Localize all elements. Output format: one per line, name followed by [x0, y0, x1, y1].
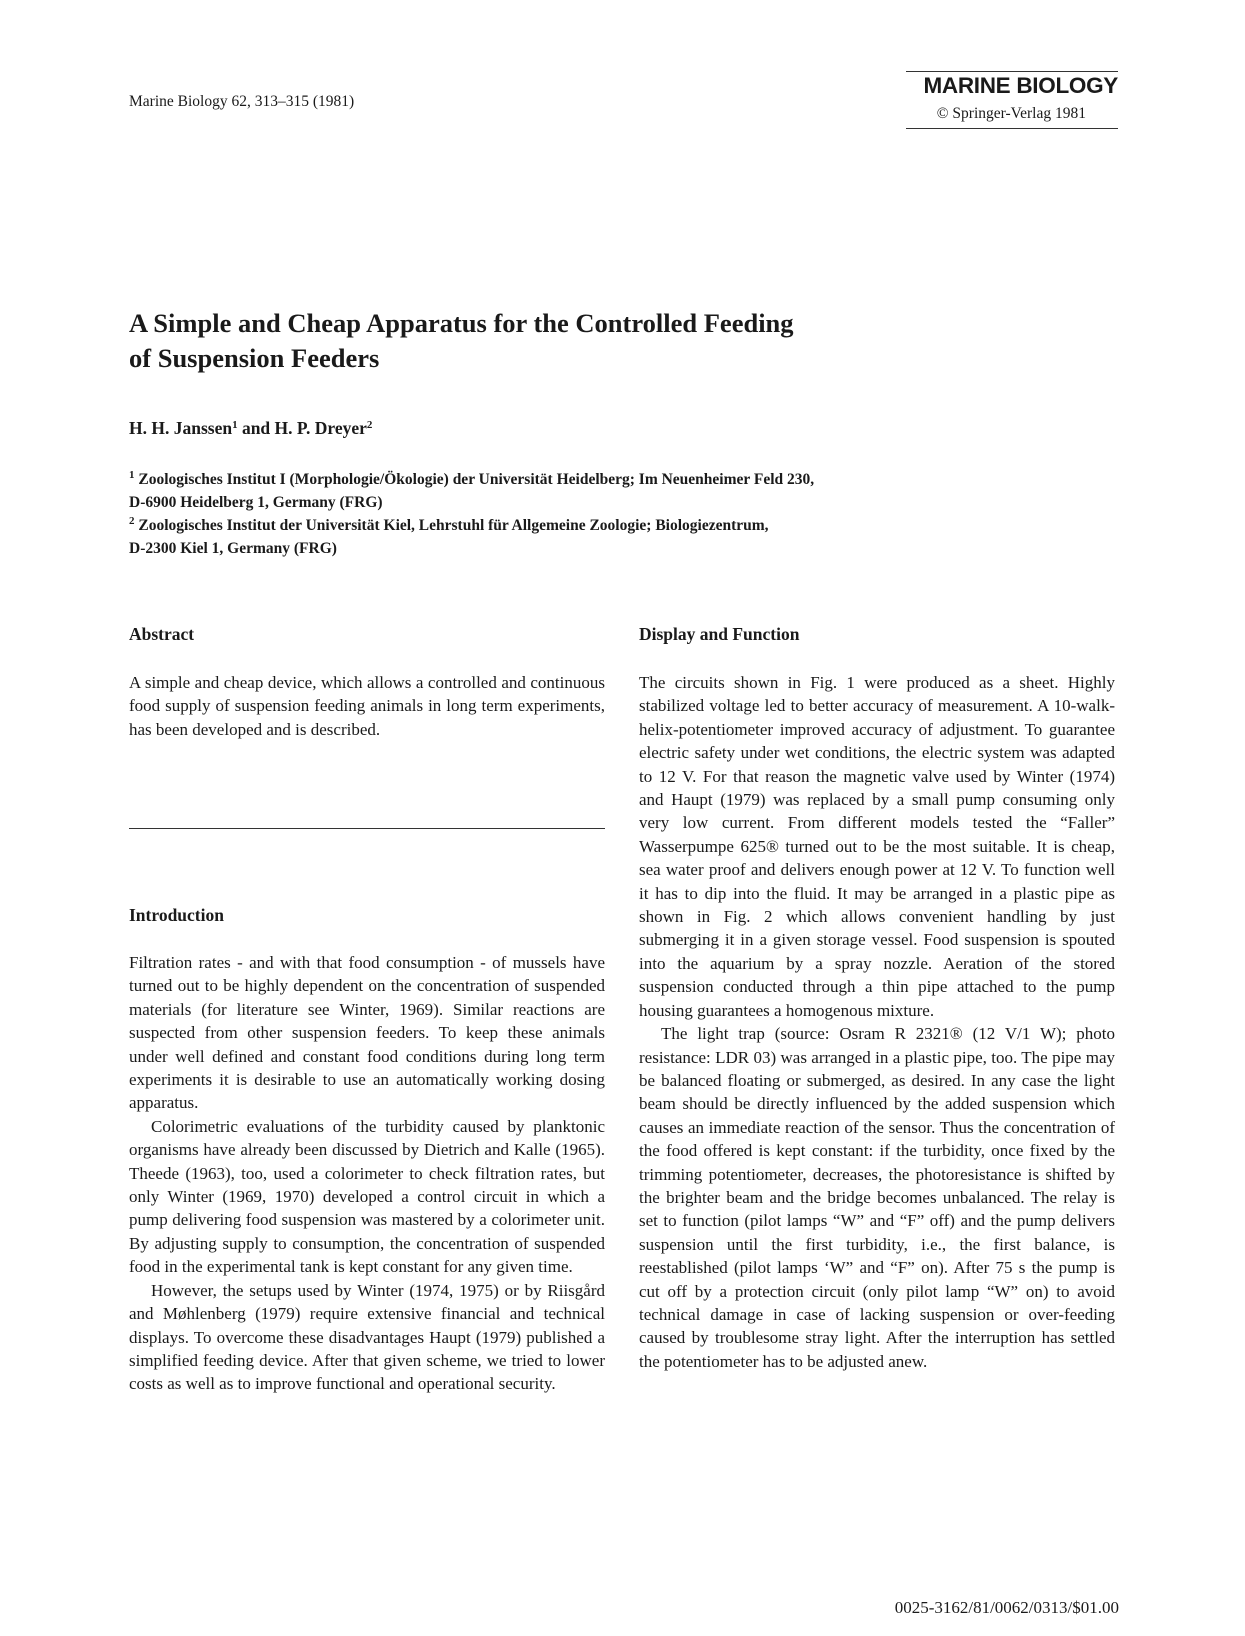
display-paragraph-2: The light trap (source: Osram R 2321® (12 V/1 W); photo resistance: LDR 03) was arranged in a plastic pipe, too. The pipe may be balanced floating or submerged, as desired. In any case the light beam should be directly influenced by the added suspension which causes an immediate reaction of the sensor. Thus the concentration of the food offered is kept constant: if the turbidity, once fixed by the trimming potentiometer, decreases, the photoresistance is shifted by the brighter beam and the bridge becomes unbalanced. The relay is set to function (pilot lamps “W” and “F” off) and the pump delivers suspension until the first turbidity, i.e., the first balance, is reestablished (pilot lamps ‘W” and “F” on). After 75 s the pump is cut off by a protection circuit (only pilot lamp “W” on) to avoid technical damage in case of lacking suspension or over-feeding caused by troublesome stray light. After the interruption has settled the potentiometer has to be adjusted anew. [639, 1024, 1115, 1371]
introduction-heading: Introduction [129, 905, 224, 925]
abstract-heading: Abstract [129, 624, 195, 644]
affiliation-2 [129, 510, 1029, 560]
abstract-text [129, 671, 605, 741]
affiliation-1-mark: 1 [129, 469, 135, 481]
display-function-body [639, 671, 1115, 1373]
brand-top-rule [906, 71, 1118, 72]
brand-bottom-rule [906, 128, 1118, 129]
journal-reference: Marine Biology 62, 313–315 (1981) [129, 93, 355, 110]
title-line-1: A Simple and Cheap Apparatus for the Controlled Feeding [129, 308, 794, 338]
copyright-notice: © Springer-Verlag 1981 [936, 105, 1086, 122]
affiliation-2-line-2: D-2300 Kiel 1, Germany (FRG) [129, 540, 337, 557]
affiliation-2-line-1: Zoologisches Institut der Universität Kiel, Lehrstuhl für Allgemeine Zoologie; Biologiezentrum, [138, 517, 769, 534]
author-2: H. P. Dreyer [274, 418, 367, 438]
intro-paragraph-2: Colorimetric evaluations of the turbidity caused by planktonic organisms have already been discussed by Dietrich and Kalle (1965). Theede (1963), too, used a colorimeter to check filtration rates, but only Winter (1969, 1970) developed a control circuit in which a pump delivering food suspension was mastered by a colorimeter unit. By adjusting supply to consumption, the concentration of suspended food in the experimental tank is kept constant for any given time. [129, 1116, 605, 1277]
intro-paragraph-1: Filtration rates - and with that food consumption - of mussels have turned out to be highly dependent on the concentration of suspended materials (for literature see Winter, 1969). Similar reactions are suspected from other suspension feeders. To keep these animals under well defined and constant food conditions during long term experiments it is desirable to use an automatically working dosing apparatus. [129, 953, 605, 1113]
affiliation-1-line-1: Zoologisches Institut I (Morphologie/Ökologie) der Universität Heidelberg; Im Neuenheimer Feld 230, [138, 471, 815, 488]
article-title [129, 306, 929, 376]
author-1-mark: 1 [232, 419, 238, 431]
journal-brand-name: MARINE BIOLOGY [923, 73, 1118, 98]
author-1: H. H. Janssen [129, 418, 233, 438]
display-paragraph-1: The circuits shown in Fig. 1 were produced as a sheet. Highly stabilized voltage led to better accuracy of measurement. A 10-walk-helix-potentiometer improved accuracy of adjustment. To guarantee electric safety under wet conditions, the electric system was adapted to 12 V. For that reason the magnetic valve used by Winter (1974) and Haupt (1979) was replaced by a small pump consuming only very low current. From different models tested the “Faller” Wasserpumpe 625® turned out to be the most suitable. It is cheap, sea water proof and delivers enough power at 12 V. To function well it has to dip into the fluid. It may be arranged in a plastic pipe as shown in Fig. 2 which allows convenient handling by just submerging it in a given storage vessel. Food suspension is spouted into the aquarium by a spray nozzle. Aeration of the stored suspension conducted through a thin pipe attached to the pump housing guarantees a homogenous mixture. [639, 673, 1115, 1020]
issn-code: 0025-3162/81/0062/0313/$01.00 [894, 1598, 1119, 1617]
abstract-paragraph: A simple and cheap device, which allows a controlled and continuous food supply of suspension feeding animals in long term experiments, has been developed and is described. [129, 673, 605, 739]
author-joiner: and [237, 418, 275, 438]
intro-paragraph-3: However, the setups used by Winter (1974, 1975) or by Riisgård and Møhlenberg (1979) require extensive financial and technical displays. To overcome these disadvantages Haupt (1979) published a simplified feeding device. After that given scheme, we tried to lower costs as well as to improve functional and operational security. [129, 1280, 605, 1394]
affiliation-1 [129, 464, 1029, 514]
affiliation-2-mark: 2 [129, 515, 135, 527]
display-function-heading: Display and Function [639, 624, 800, 644]
title-line-2: of Suspension Feeders [129, 343, 380, 373]
introduction-body [129, 951, 605, 1396]
abstract-divider [129, 828, 605, 829]
affiliation-1-line-2: D-6900 Heidelberg 1, Germany (FRG) [129, 494, 383, 511]
author-2-mark: 2 [366, 419, 373, 431]
author-list [129, 418, 372, 439]
journal-brand-block [906, 71, 1118, 123]
